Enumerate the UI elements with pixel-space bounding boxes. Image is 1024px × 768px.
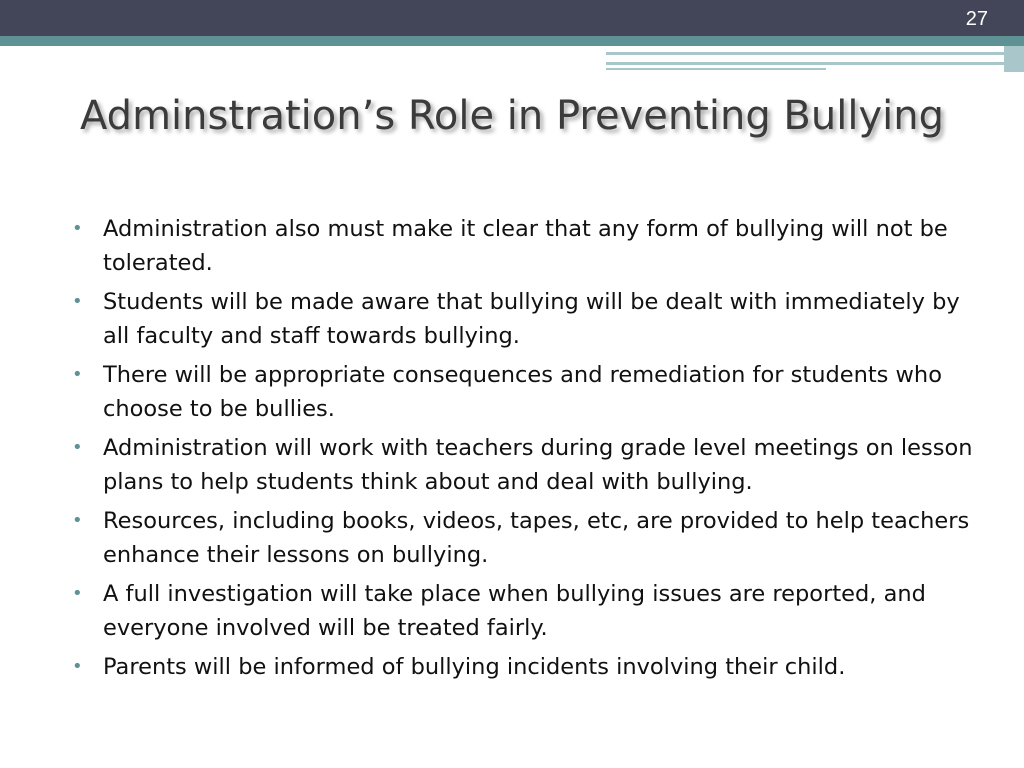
teal-band [0, 36, 1024, 46]
bullet-item [72, 577, 982, 645]
page-number: 27 [965, 8, 988, 30]
bullet-item [72, 504, 982, 572]
bullet-text: Students will be made aware that bullying will be dealt with immediately by all faculty and staff towards bullying. [103, 289, 960, 349]
bullet-icon: • [72, 291, 83, 312]
bullet-icon: • [72, 437, 83, 458]
bullet-icon: • [72, 364, 83, 385]
accent-line [606, 52, 1024, 55]
bullet-item [72, 212, 982, 280]
bullet-text: There will be appropriate consequences and remediation for students who choose to be bullies. [103, 362, 942, 422]
bullet-item [72, 650, 982, 684]
bullet-text: Resources, including books, videos, tapes, etc, are provided to help teachers enhance their lessons on bullying. [103, 508, 970, 568]
bullet-icon: • [72, 510, 83, 531]
bullet-text: A full investigation will take place when bullying issues are reported, and everyone involved will be treated fairly. [103, 581, 926, 641]
bullet-icon: • [72, 218, 83, 239]
bullet-icon: • [72, 656, 83, 677]
slide-title: Adminstration’s Role in Preventing Bullying [80, 93, 944, 139]
bullet-list [72, 212, 982, 689]
bullet-item [72, 431, 982, 499]
bullet-item [72, 285, 982, 353]
accent-line [606, 68, 826, 70]
corner-accent [1004, 46, 1024, 72]
bullet-text: Administration also must make it clear that any form of bullying will not be tolerated. [103, 216, 948, 276]
bullet-icon: • [72, 583, 83, 604]
bullet-item [72, 358, 982, 426]
accent-line [606, 62, 1004, 65]
bullet-text: Parents will be informed of bullying incidents involving their child. [103, 654, 846, 680]
header-bar [0, 0, 1024, 36]
bullet-text: Administration will work with teachers during grade level meetings on lesson plans to help students think about and deal with bullying. [103, 435, 973, 495]
